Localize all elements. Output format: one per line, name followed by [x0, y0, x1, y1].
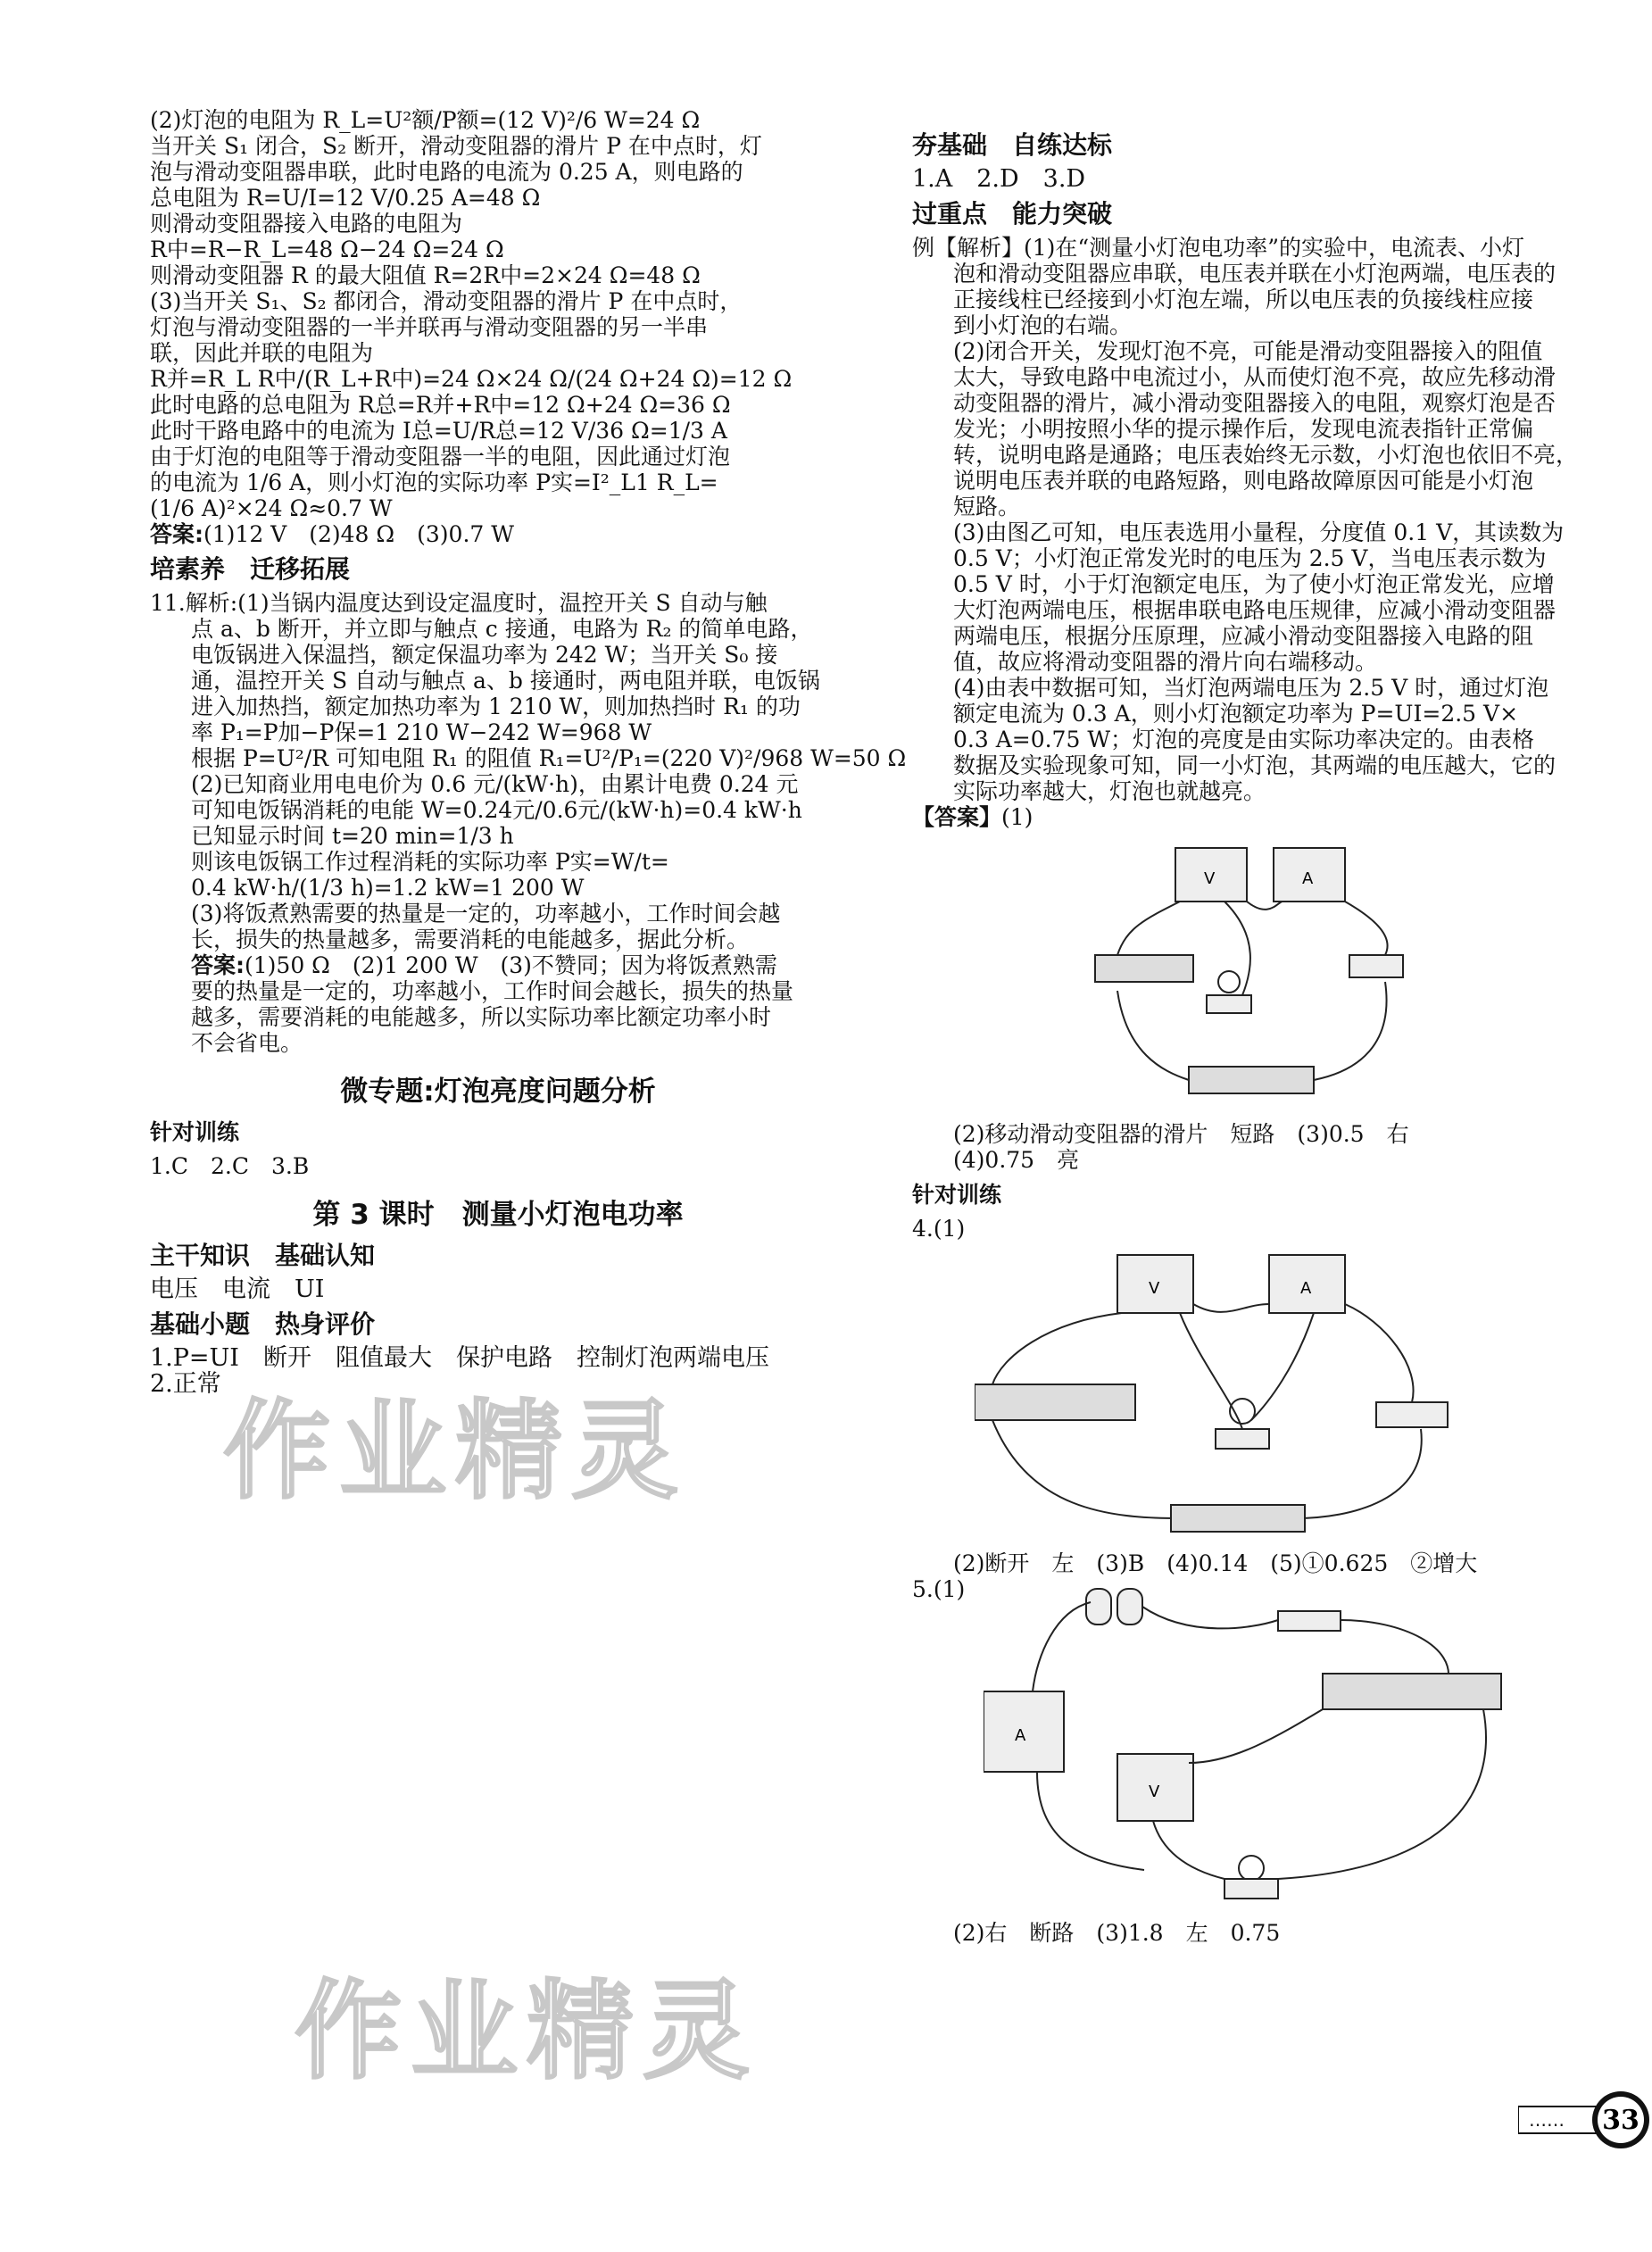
solution-line: 例【解析】(1)在“测量小灯泡电功率”的实验中，电流表、小灯: [912, 235, 1524, 261]
solution-line: 0.5 V 时，小于灯泡额定电压，为了使小灯泡正常发光，应增: [953, 571, 1555, 597]
solution-line: 实际功率越大，灯泡也就越亮。: [953, 778, 1266, 804]
ammeter-label: A: [1015, 1726, 1026, 1745]
solution-line: 数据及实验现象可知，同一小灯泡，其两端的电压越大，它的: [953, 752, 1557, 778]
solution-line: 进入加热挡，额定加热功率为 1 210 W，则加热挡时 R₁ 的功: [191, 694, 801, 719]
example-solution: [912, 235, 1605, 804]
solution-line: 泡和滑动变阻器应串联，电压表并联在小灯泡两端，电压表的: [953, 261, 1557, 287]
answer-label: 答案:: [191, 952, 245, 978]
solution-line: 由于灯泡的电阻等于滑动变阻器一半的电阻，因此通过灯泡: [150, 444, 731, 470]
circuit-diagram-example: [1091, 839, 1412, 1107]
answer-line: 不会省电。: [191, 1030, 303, 1056]
circuit-diagram-q4: [975, 1251, 1474, 1536]
solution-line: (1/6 A)²×24 Ω≈0.7 W: [150, 495, 393, 521]
solution-line: 长，损失的热量越多，需要消耗的电能越多，据此分析。: [191, 927, 750, 952]
svg-text:……: ……: [1529, 2109, 1565, 2131]
page-number-tab: [1518, 2089, 1652, 2151]
solution-line: 说明电压表并联的电路短路，则电路故障原因可能是小灯泡: [953, 468, 1534, 494]
ammeter-label: A: [1302, 869, 1314, 888]
solution-line: 正接线柱已经接到小灯泡左端，所以电压表的负接线柱应接: [953, 287, 1534, 312]
section-heading: 基础小题 热身评价: [150, 1309, 376, 1339]
voltmeter-label: V: [1149, 1782, 1160, 1801]
page-number: 33: [1602, 2105, 1640, 2136]
solution-line: 0.3 A=0.75 W；灯泡的亮度是由实际功率决定的。由表格: [953, 727, 1535, 752]
answer-line: 越多，需要消耗的电能越多，所以实际功率比额定功率小时: [191, 1004, 772, 1030]
solution-line: 根据 P=U²/R 可知电阻 R₁ 的阻值 R₁=U²/P₁=(220 V)²/968 W=50 Ω: [191, 745, 907, 771]
solution-line: 此时干路电路中的电流为 I总=U/R总=12 V/36 Ω=1/3 A: [150, 418, 727, 444]
solution-line: 点 a、b 断开，并立即与触点 c 接通，电路为 R₂ 的简单电路，: [191, 616, 813, 642]
solution-q10: [150, 107, 846, 521]
section-heading: 夯基础 自练达标: [912, 130, 1113, 160]
solution-line: 额定电流为 0.3 A，则小灯泡额定功率为 P=UI=2.5 V×: [953, 701, 1519, 727]
section-heading: 主干知识 基础认知: [150, 1241, 376, 1270]
solution-line: 动变阻器的滑片，减小滑动变阻器接入的电阻，观察灯泡是否: [953, 390, 1557, 416]
solution-line: 到小灯泡的右端。: [953, 312, 1133, 338]
section-heading: 培素养 迁移拓展: [150, 554, 351, 584]
solution-line: 电饭锅进入保温挡，额定保温功率为 242 W；当开关 S₀ 接: [191, 642, 778, 668]
solution-line: 太大，导致电路中电流过小，从而使灯泡不亮，故应先移动滑: [953, 364, 1557, 390]
solution-line: 通，温控开关 S 自动与触点 a、b 接通时，两电阻并联，电饭锅: [191, 668, 820, 694]
solution-line: (2)已知商业用电电价为 0.6 元/(kW·h)，由累计电费 0.24 元: [191, 771, 799, 797]
answer-text: (1)50 Ω (2)1 200 W (3)不赞同；因为将饭煮熟需: [245, 952, 777, 978]
solution-line: 总电阻为 R=U/I=12 V/0.25 A=48 Ω: [150, 185, 541, 211]
solution-line: R中=R−R_L=48 Ω−24 Ω=24 Ω: [150, 237, 504, 262]
solution-line: R并=R_L R中/(R_L+R中)=24 Ω×24 Ω/(24 Ω+24 Ω)=12 Ω: [150, 366, 793, 392]
answer-part-number: (1): [1001, 804, 1034, 830]
basic-answers: 1.A 2.D 3.D: [912, 165, 1086, 193]
solution-line: 泡与滑动变阻器串联，此时电路的电流为 0.25 A，则电路的: [150, 159, 743, 185]
solution-line: (4)由表中数据可知，当灯泡两端电压为 2.5 V 时，通过灯泡: [953, 675, 1549, 701]
circuit-diagram-q5: [984, 1584, 1519, 1906]
basic-answer-1: 1.P=UI 断开 阻值最大 保护电路 控制灯泡两端电压: [150, 1344, 769, 1372]
solution-line: 则滑动变阻器接入电路的电阻为: [150, 211, 463, 237]
left-column: [150, 107, 907, 1398]
training-answers: 1.C 2.C 3.B: [150, 1153, 310, 1179]
answer-text: (1)12 V (2)48 Ω (3)0.7 W: [203, 521, 514, 547]
solution-line: 转，说明电路是通路；电压表始终无示数，小灯泡也依旧不亮，: [953, 442, 1579, 468]
solution-line: 发光；小明按照小华的提示操作后，发现电流表指针正常偏: [953, 416, 1534, 442]
solution-line: (3)当开关 S₁、S₂ 都闭合，滑动变阻器的滑片 P 在中点时，: [150, 288, 743, 314]
micro-topic-title: 微专题:灯泡亮度问题分析: [340, 1076, 656, 1108]
section-heading: 过重点 能力突破: [912, 199, 1113, 229]
training-label: 针对训练: [150, 1119, 240, 1145]
solution-line: 此时电路的总电阻为 R总=R并+R中=12 Ω+24 Ω=36 Ω: [150, 392, 731, 418]
solution-line: 可知电饭锅消耗的电能 W=0.24元/0.6元/(kW·h)=0.4 kW·h: [191, 797, 802, 823]
example-answer-3: (4)0.75 亮: [953, 1147, 1080, 1173]
main-knowledge-answer: 电压 电流 UI: [150, 1276, 325, 1303]
solution-line: 0.4 kW·h/(1/3 h)=1.2 kW=1 200 W: [191, 875, 585, 901]
solution-line: 0.5 V；小灯泡正常发光时的电压为 2.5 V，当电压表示数为: [953, 545, 1547, 571]
solution-line: (3)将饭煮熟需要的热量是一定的，功率越小，工作时间会越: [191, 901, 781, 927]
voltmeter-label: V: [1149, 1279, 1160, 1298]
q4-answers: (2)断开 左 (3)B (4)0.14 (5)①0.625 ②增大: [953, 1550, 1478, 1576]
solution-line: 率 P₁=P加−P保=1 210 W−242 W=968 W: [191, 719, 652, 745]
lesson-title: 第 3 课时 测量小灯泡电功率: [312, 1199, 684, 1231]
solution-line: 值，故应将滑动变阻器的滑片向右端移动。: [953, 649, 1378, 675]
ammeter-label: A: [1300, 1279, 1312, 1298]
solution-line: (2)闭合开关，发现灯泡不亮，可能是滑动变阻器接入的阻值: [953, 338, 1543, 364]
watermark: 作业精灵: [295, 1970, 759, 2094]
q5-answers: (2)右 断路 (3)1.8 左 0.75: [953, 1920, 1281, 1946]
solution-line: 11.解析:(1)当锅内温度达到设定温度时，温控开关 S 自动与触: [150, 590, 768, 616]
answer-line: 要的热量是一定的，功率越小，工作时间会越长，损失的热量: [191, 978, 794, 1004]
solution-line: 灯泡与滑动变阻器的一半并联再与滑动变阻器的另一半串: [150, 314, 709, 340]
solution-line: (2)灯泡的电阻为 R_L=U²额/P额=(12 V)²/6 W=24 Ω: [150, 107, 701, 133]
q5-label: 5.(1): [912, 1576, 966, 1602]
basic-answer-2: 2.正常: [150, 1370, 221, 1398]
solution-line: 已知显示时间 t=20 min=1/3 h: [191, 823, 514, 849]
example-answer-2: (2)移动滑动变阻器的滑片 短路 (3)0.5 右: [953, 1121, 1409, 1147]
solution-q11: [150, 590, 907, 952]
solution-line: 的电流为 1/6 A，则小灯泡的实际功率 P实=I²_L1 R_L=: [150, 470, 718, 495]
right-column: [912, 123, 1605, 1946]
solution-line: 大灯泡两端电压，根据串联电路电压规律，应减小滑动变阻器: [953, 597, 1557, 623]
q4-label: 4.(1): [912, 1216, 966, 1242]
training-label: 针对训练: [912, 1182, 1002, 1208]
solution-line: (3)由图乙可知，电压表选用小量程，分度值 0.1 V，其读数为: [953, 519, 1565, 545]
solution-line: 则该电饭锅工作过程消耗的实际功率 P实=W/t=: [191, 849, 669, 875]
solution-line: 联，因此并联的电阻为: [150, 340, 374, 366]
solution-line: 两端电压，根据分压原理，应减小滑动变阻器接入电路的阻: [953, 623, 1534, 649]
solution-line: 则滑动变阻器 R 的最大阻值 R=2R中=2×24 Ω=48 Ω: [150, 262, 701, 288]
solution-line: 当开关 S₁ 闭合，S₂ 断开，滑动变阻器的滑片 P 在中点时，灯: [150, 133, 762, 159]
voltmeter-label: V: [1204, 869, 1216, 888]
answer-tag: 【答案】: [912, 804, 1002, 830]
solution-line: 短路。: [953, 494, 1021, 519]
answer-label: 答案:: [150, 521, 203, 547]
watermark: 作业精灵: [223, 1390, 687, 1514]
